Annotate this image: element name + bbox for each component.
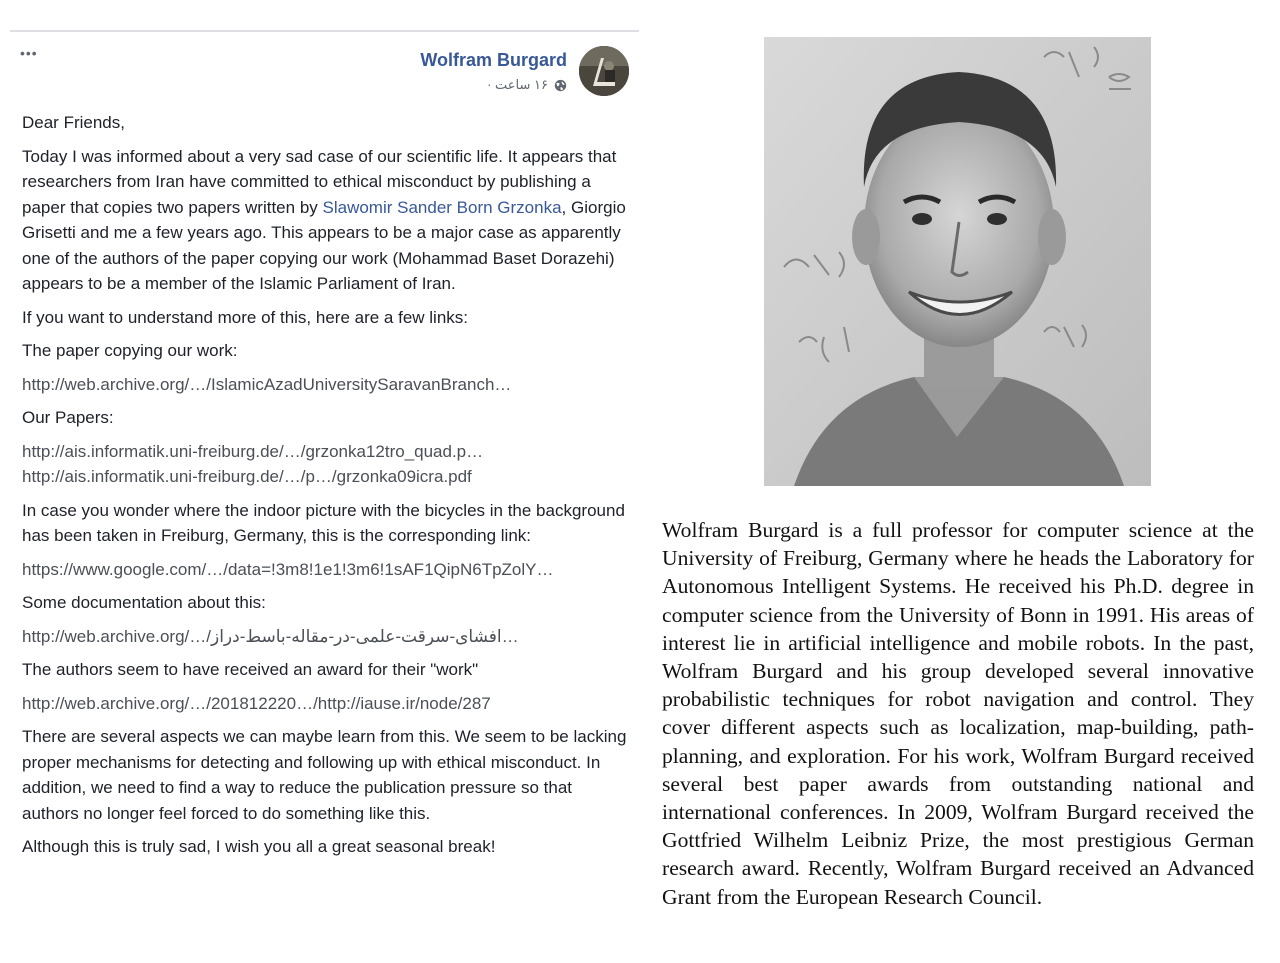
portrait-image xyxy=(764,37,1151,486)
post-meta xyxy=(487,77,567,93)
tagged-person-link[interactable]: Slawomir Sander Born Grzonka xyxy=(322,197,562,217)
post-text: , Giorgio Grisetti and me a few years ago. This appears to be a major case as apparently one of the authors of the paper copying our work (Mohammad Baset Dorazehi) appears to be a member of the Islamic Parliament of Iran. xyxy=(22,197,626,293)
portrait-photo xyxy=(764,37,1151,486)
facebook-post xyxy=(10,30,639,942)
original-paper-link[interactable]: http://ais.informatik.uni-freiburg.de/…/p…/grzonka09icra.pdf xyxy=(22,467,472,486)
post-paragraph: Although this is truly sad, I wish you all a great seasonal break! xyxy=(22,837,496,856)
post-timestamp[interactable]: ۱۶ ساعت · xyxy=(487,77,548,92)
post-paragraph xyxy=(22,144,630,297)
award-link[interactable]: http://web.archive.org/…/201812220…/http://iause.ir/node/287 xyxy=(22,693,491,713)
post-paragraph: Our Papers: xyxy=(22,408,114,427)
post-text: Today I was informed about a very sad case of our scientific life. It appears that researchers from Iran have committed to ethical misconduct by publishing a paper that copies two papers written by xyxy=(22,146,617,217)
original-paper-link[interactable]: http://ais.informatik.uni-freiburg.de/…/grzonka12tro_quad.p… xyxy=(22,441,484,461)
google-maps-link[interactable]: https://www.google.com/…/data=!3m8!1e1!3m6!1sAF1QipN6TpZolY… xyxy=(22,559,554,579)
post-paragraph: The authors seem to have received an award for their "work" xyxy=(22,660,479,679)
post-paragraph: Some documentation about this: xyxy=(22,593,266,612)
post-paragraph: If you want to understand more of this, here are a few links: xyxy=(22,307,469,327)
post-greeting: Dear Friends, xyxy=(22,113,125,132)
documentation-link[interactable]: http://web.archive.org/…/افشای-سرقت-علمی-در-مقاله-باسط-دراز… xyxy=(22,626,519,646)
copied-paper-link[interactable]: http://web.archive.org/…/IslamicAzadUniversitySaravanBranch… xyxy=(22,374,512,394)
globe-icon[interactable] xyxy=(554,79,567,92)
post-paragraph: In case you wonder where the indoor picture with the bicycles in the background has been taken in Freiburg, Germany, this is the corresponding link: xyxy=(22,500,625,545)
more-options-button[interactable]: ••• xyxy=(20,45,38,61)
biography-text: Wolfram Burgard is a full professor for computer science at the University of Freiburg, Germany where he heads the Laboratory for Autonomous Intelligent Systems. He received his Ph.D. degree in computer science from the University of Bonn in 1991. His areas of interest lie in artificial intelligence and mobile robots. In the past, Wolfram Burgard and his group developed several innovative probabilistic techniques for robot navigation and control. They cover different aspects such as localization, map-building, path-planning, and exploration. For his work, Wolfram Burgard received several best paper awards from outstanding national and international conferences. In 2009, Wolfram Burgard received the Gottfried Wilhelm Leibniz Prize, the most prestigious German research award. Recently, Wolfram Burgard received an Advanced Grant from the European Research Council. xyxy=(662,518,1254,909)
post-paragraph: There are several aspects we can maybe learn from this. We seem to be lacking proper mechanisms for detecting and following up with ethical misconduct. In addition, we need to find a way to reduce the publication pressure so that authors no longer feel forced to do something like this. xyxy=(22,727,627,823)
post-body xyxy=(22,110,630,868)
author-avatar[interactable] xyxy=(579,46,629,96)
post-paragraph: The paper copying our work: xyxy=(22,341,238,360)
post-author-name[interactable]: Wolfram Burgard xyxy=(420,50,567,70)
avatar-image xyxy=(579,46,629,96)
